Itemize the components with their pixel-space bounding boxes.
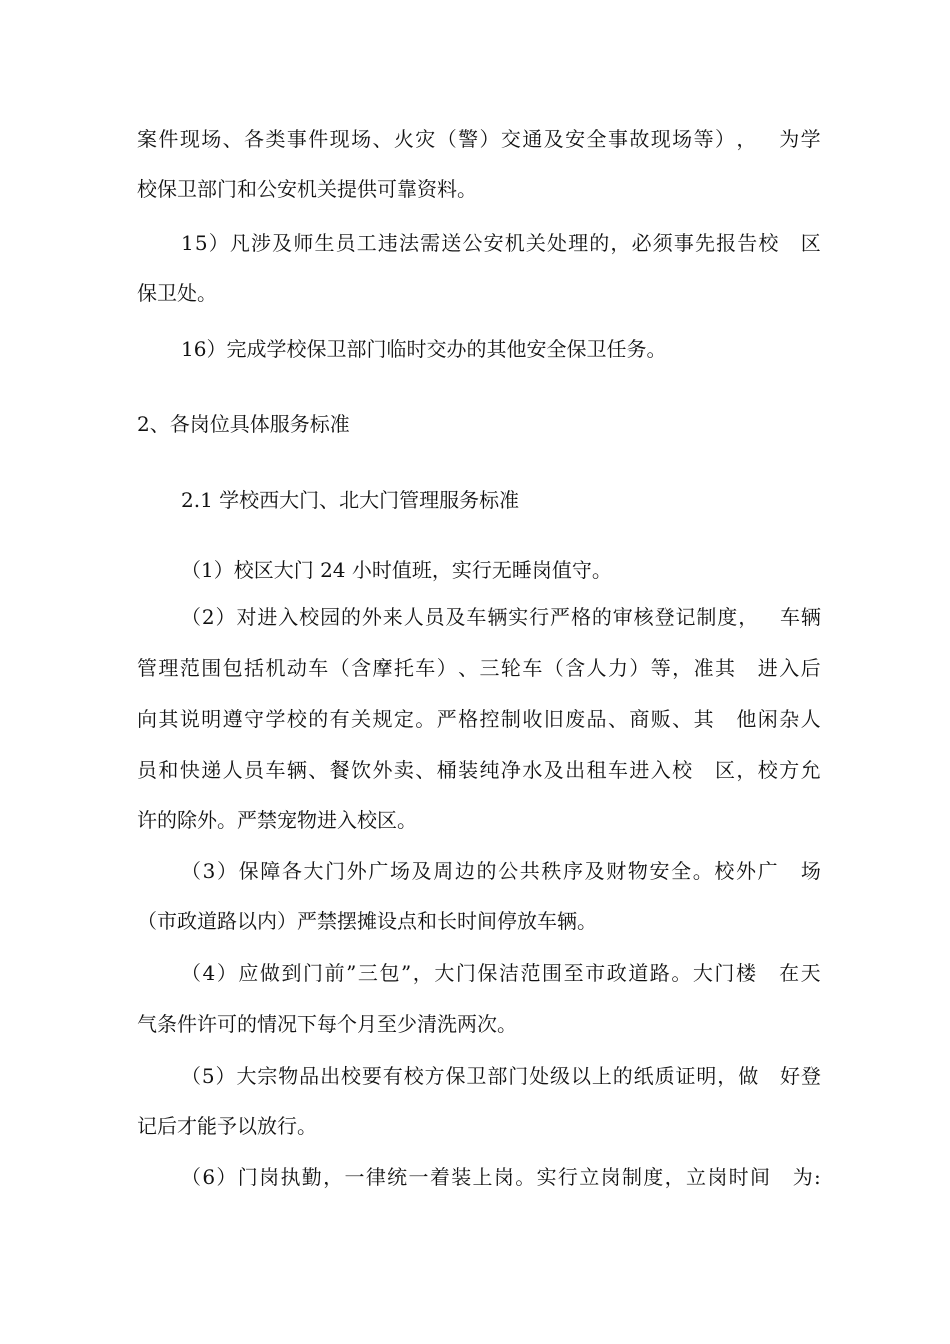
para-15-line-2: 保卫处。 [137,281,217,305]
item-2-line-5: 许的除外。严禁宠物进入校区。 [137,808,417,832]
subsection-heading: 2.1 学校西大门、北大门管理服务标准 [181,488,520,512]
para-16: 16）完成学校保卫部门临时交办的其他安全保卫任务。 [181,337,667,361]
item-5-line-2: 记后才能予以放行。 [137,1114,317,1138]
item-1: （1）校区大门 24 小时值班，实行无睡岗值守。 [181,558,612,582]
para-15-line-1: 1 5 ） 凡 涉 及 师 生 员 工 违 法 需 送 公 安 机 关 处 理 的 ， 必 须 事 先 报 告 校 区 [181,231,821,255]
item-5-line-1: （ 5 ） 大 宗 物 品 出 校 要 有 校 方 保 卫 部 门 处 级 以 上 的 纸 质 证 明 ， 做 好 登 [181,1064,821,1088]
item-3-line-2: （市政道路以内）严禁摆摊设点和长时间停放车辆。 [137,909,597,933]
item-2-line-3: 向 其 说 明 遵 守 学 校 的 有 关 规 定 。 严 格 控 制 收 旧 废 品 、 商 贩 、 其 他 闲 杂 人 [137,707,821,731]
item-3-line-1: （ 3 ） 保 障 各 大 门 外 广 场 及 周 边 的 公 共 秩 序 及 财 物 安 全 。 校 外 广 场 [181,859,821,883]
section-heading: 2、各岗位具体服务标准 [137,412,350,436]
item-2-line-2: 管 理 范 围 包 括 机 动 车 （ 含 摩 托 车 ） 、 三 轮 车 （ 含 人 力 ） 等 ， 准 其 进 入 后 [137,656,821,680]
item-2-line-1: （ 2 ） 对 进 入 校 园 的 外 来 人 员 及 车 辆 实 行 严 格 的 审 核 登 记 制 度 ， 车 辆 [181,605,821,629]
para-14-line-1: 案 件 现 场 、 各 类 事 件 现 场 、 火 灾 （ 警 ） 交 通 及 安 全 事 故 现 场 等 ） ， 为 学 [137,127,821,151]
item-4-line-2: 气条件许可的情况下每个月至少清洗两次。 [137,1012,517,1036]
item-2-line-4: 员 和 快 递 人 员 车 辆 、 餐 饮 外 卖 、 桶 装 纯 净 水 及 出 租 车 进 入 校 区 ， 校 方 允 [137,758,821,782]
item-6-line-1: （ 6 ） 门 岗 执 勤 ， 一 律 统 一 着 装 上 岗 。 实 行 立 岗 制 度 ， 立 岗 时 间 为 : [181,1165,821,1189]
item-4-line-1: （ 4 ） 应 做 到 门 前 ” 三 包 ” ， 大 门 保 洁 范 围 至 市 政 道 路 。 大 门 楼 在 天 [181,961,821,985]
para-14-line-2: 校保卫部门和公安机关提供可靠资料。 [137,177,477,201]
